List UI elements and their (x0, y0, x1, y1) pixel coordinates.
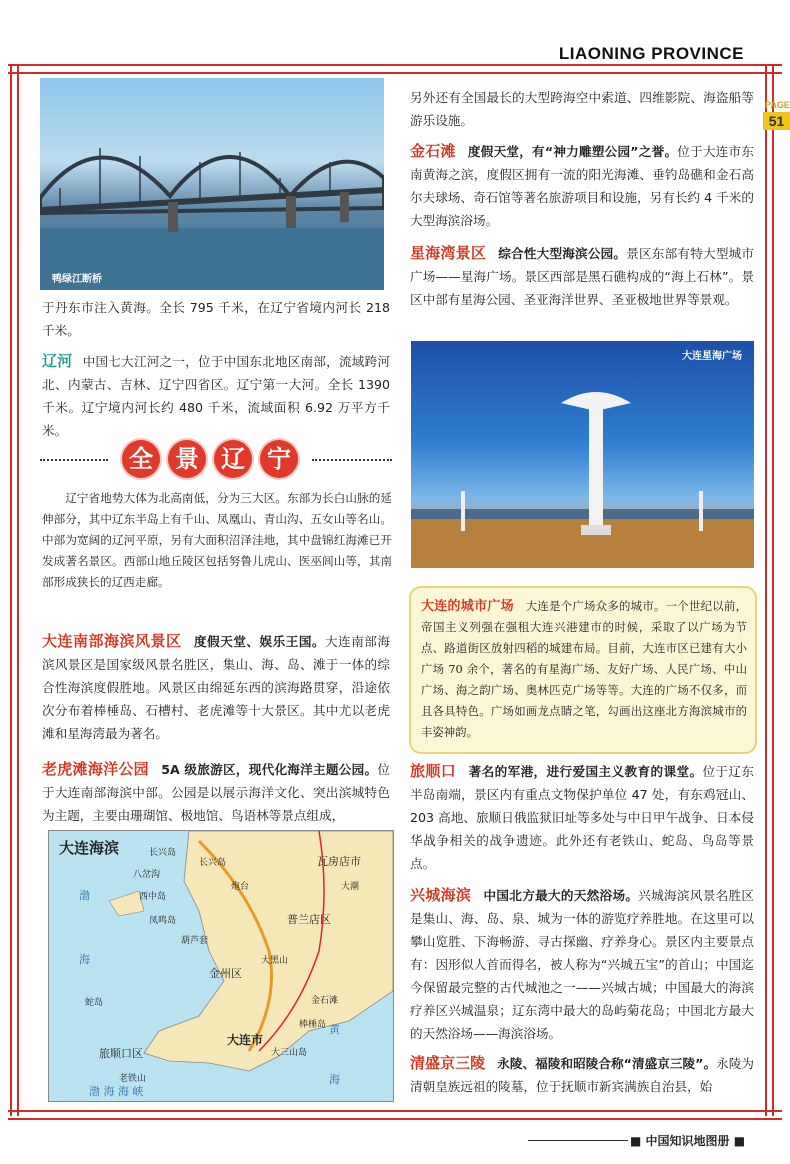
banner-dots-left (40, 459, 108, 461)
atlas-footer: ■ 中国知识地图册 ■ (630, 1134, 746, 1148)
map-label-daheishan: 大黑山 (261, 956, 289, 966)
map-label-hulutao: 葫芦套 (181, 936, 209, 946)
city-squares-box (409, 586, 757, 754)
map-label-changxingdao-town: 长兴岛 (199, 858, 227, 868)
xinghai-keyword: 星海湾景区 (410, 244, 487, 262)
xinghai-subtitle: 综合性大型海滨公园。 (498, 246, 627, 261)
qingsheng-subtitle: 永陵、福陵和昭陵合称“清盛京三陵”。 (497, 1056, 717, 1071)
frame-left-border (10, 64, 19, 1116)
liaohe-text: 中国七大江河之一，位于中国东北地区南部，流域跨河北、内蒙古、吉林、辽宁四省区。辽宁第一大河。全长 1390 千米。辽宁境内河长约 480 千米，流域面积 6.92 万平方千米。 (42, 354, 390, 438)
quanjing-liaoning-banner (40, 440, 392, 480)
liaohe-keyword: 辽河 (42, 352, 73, 370)
map-label-pulandian: 普兰店区 (287, 913, 331, 926)
lushunkou-text: 位于辽东半岛南端，景区内有重点文物保护单位 47 处，有东鸡冠山、203 高地、旅顺日俄监狱旧址等多处与中日甲午战争、日本侵华战争相关的战争遗迹。此外还有老铁山、蛇岛、鸟岛等景点。 (410, 764, 755, 871)
map-sea-hai-left: 海 (79, 953, 90, 966)
map-label-xizhongdao: 西中岛 (139, 892, 167, 902)
jinshitan-keyword: 金石滩 (410, 142, 456, 160)
frame-right-border (765, 64, 774, 1116)
page-label: PAGE (765, 100, 790, 110)
map-label-changxingdao: 长兴岛 (149, 848, 177, 858)
dalian-coast-map (48, 830, 394, 1102)
laohutan-subtitle: 5A 级旅游区，现代化海洋主题公园。 (161, 762, 378, 777)
jinshitan-paragraph (410, 140, 754, 232)
map-label-bangchuidao: 棒棰岛 (299, 1020, 327, 1030)
footer-rule (528, 1140, 628, 1141)
dalian-south-paragraph (42, 630, 390, 745)
square-caption: 大连星海广场 (682, 351, 742, 362)
map-label-dalian-city: 大连市 (227, 1033, 264, 1047)
bridge-illustration (40, 78, 384, 290)
xingcheng-paragraph (410, 884, 754, 1045)
map-label-paotai: 炮台 (231, 882, 250, 892)
lushunkou-subtitle: 著名的军港，进行爱国主义教育的课堂。 (468, 764, 703, 779)
banner-char-3: 辽 (214, 440, 252, 478)
page-number-tab (761, 100, 790, 130)
xinghai-square-photo (411, 341, 754, 568)
lushunkou-keyword: 旅顺口 (410, 762, 457, 780)
banner-char-1: 全 (122, 440, 160, 478)
yalu-text: 于丹东市注入黄海。全长 795 千米，在辽宁省境内河长 218 千米。 (42, 300, 390, 338)
qingsheng-text: 永陵为清朝皇族远祖的陵墓，位于抚顺市新宾满族自治县，始 (410, 1056, 754, 1094)
dalian-south-subtitle: 度假天堂、娱乐王国。 (194, 634, 326, 649)
xinghai-text: 景区东部有特大型城市广场——星海广场。景区西部是黑石礁构成的“海上石林”。景区中部有星海公园、圣亚海洋世界、圣亚极地世界等景观。 (410, 246, 755, 307)
yalu-continuation (42, 296, 390, 342)
yalu-bridge-photo (40, 78, 384, 290)
square-illustration (411, 341, 754, 568)
map-label-lushunkou: 旅顺口区 (99, 1047, 143, 1060)
jinshitan-subtitle: 度假天堂，有“神力雕塑公园”之誉。 (467, 144, 678, 159)
laohutan-keyword: 老虎滩海洋公园 (42, 760, 149, 778)
page-number: 51 (763, 112, 790, 130)
map-label-jinshitan: 金石滩 (311, 996, 339, 1006)
city-squares-text: 大连是个广场众多的城市。一个世纪以前，帝国主义列强在强租大连兴港建市的时候，采取了以广场为节点、路道街区放射四稻的城建布局。目前，大连市区已建有大小广场 70 余个，著名的有星海广场、友好广场、人民广场、中山广场、海之韵广场、奥林匹克广场等等。大连的广场不仅多，而且各具特色。广场如画龙点睛之笔，勾画出这座北方海滨城市的丰姿神韵。 (421, 599, 747, 739)
map-label-wafangdian: 瓦房店市 (317, 855, 361, 868)
city-squares-keyword: 大连的城市广场 (421, 599, 514, 614)
map-sea-strait: 渤 海 海 峡 (89, 1085, 144, 1098)
map-label-shedao: 蛇岛 (85, 998, 104, 1008)
banner-dots-right (312, 459, 392, 461)
map-label-jinzhou: 金州区 (209, 967, 242, 980)
map-label-bachagou: 八岔沟 (133, 870, 161, 880)
laohutan-paragraph (42, 758, 390, 827)
frame-bottom-border (8, 1110, 782, 1120)
lushunkou-paragraph (410, 760, 754, 875)
map-sea-huang: 黄 (329, 1023, 340, 1036)
dalian-south-keyword: 大连南部海滨风景区 (42, 632, 182, 650)
banner-char-2: 景 (168, 440, 206, 478)
map-sea-bo: 渤 (79, 889, 90, 902)
xingcheng-text: 兴城海滨风景名胜区是集山、海、岛、泉、城为一体的游览疗养胜地。在这里可以攀山览胜、下海畅游、寻古探幽、疗养身心。景区内主要景点有：因形似人首而得名，被人称为“兴城五宝”的首山；中国迄今保留最完整的古代城池之一——兴城古城；中国最大的海滨疗养区兴城温泉；辽东湾中最大的岛屿菊花岛；中国北方最大的天然浴场——海滨浴场。 (410, 888, 754, 1041)
frame-top-border (8, 64, 782, 74)
xingcheng-subtitle: 中国北方最大的天然浴场。 (483, 888, 639, 903)
banner-char-4: 宁 (260, 440, 298, 478)
dalian-south-text: 大连南部海滨风景区是国家级风景名胜区，集山、海、岛、滩于一体的综合性海滨度假胜地。风景区由绵延东西的滨海路贯穿，沿途依次分布着棒棰岛、石槽村、老虎滩等十大景区。其中尤以老虎滩和星海湾最为著名。 (42, 634, 390, 741)
map-label-dasanshandao: 大三山岛 (271, 1048, 308, 1058)
map-label-fengmingdao: 凤鸣岛 (149, 916, 177, 926)
xinghai-paragraph (410, 242, 754, 311)
map-title: 大连海滨 (59, 839, 120, 857)
laohutan-text: 位于大连南部海滨中部。公园是以展示海洋文化、突出滨城特色为主题，主要由珊瑚馆、极地馆、鸟语林等景点组成， (42, 762, 390, 823)
right-top-paragraph: 另外还有全国最长的大型跨海空中索道、四维影院、海盗船等游乐设施。 (410, 90, 754, 128)
map-label-dachao: 大潮 (341, 882, 360, 892)
map-sea-hai-right: 海 (329, 1073, 340, 1086)
jinshitan-text: 位于大连市东南黄海之滨，度假区拥有一流的阳光海滩、垂钓岛礁和金石高尔夫球场、奇石馆等著名旅游项目和设施，另有长约 4 千米的大型海滨浴场。 (410, 144, 754, 228)
liaoning-intro: 辽宁省地势大体为北高南低，分为三大区。东部为长白山脉的延伸部分，其中辽东半岛上有千山、凤凰山、青山沟、五女山等名山。中部为宽阔的辽河平原，另有大面积沼泽洼地，其中盘锦红海滩已开发成著名景区。西部山地丘陵区包括努鲁儿虎山、医巫闾山等，其南部形成狭长的辽西走廊。 (42, 491, 392, 589)
map-label-laotieshan: 老铁山 (119, 1074, 147, 1084)
province-title: LIAONING PROVINCE (558, 44, 744, 63)
xingcheng-keyword: 兴城海滨 (410, 886, 472, 904)
qingsheng-keyword: 清盛京三陵 (410, 1054, 486, 1072)
bridge-caption: 鸭绿江断桥 (52, 274, 102, 285)
qingsheng-paragraph (410, 1052, 754, 1098)
liaohe-paragraph (42, 350, 390, 442)
